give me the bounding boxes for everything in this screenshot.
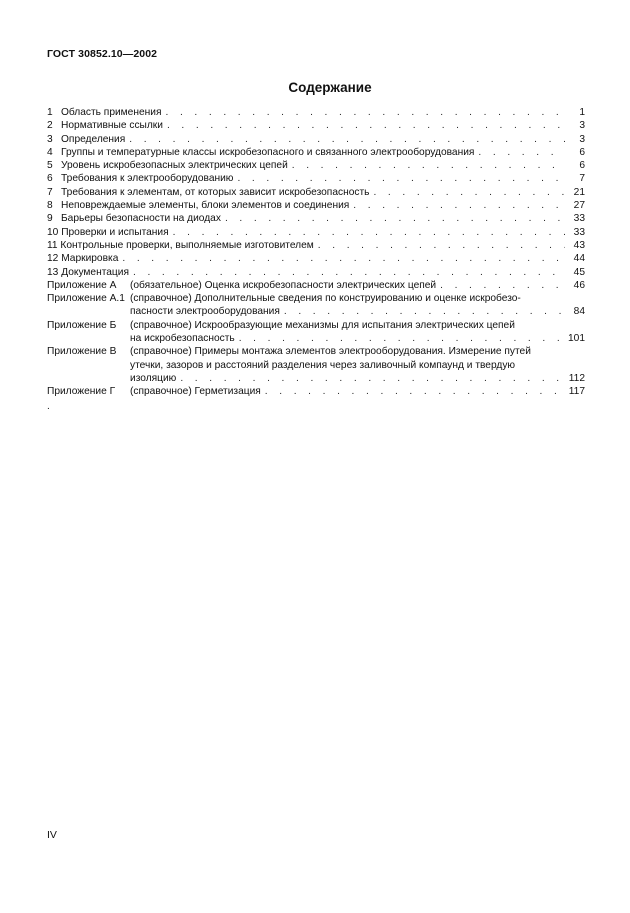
toc-entry-page: 3 <box>579 120 585 132</box>
toc-entry-text: Область применения <box>61 107 162 118</box>
toc-leader-dots <box>176 372 565 385</box>
toc-title: Содержание <box>288 80 372 95</box>
toc-entry-page: 1 <box>579 107 585 118</box>
toc-annex-entry <box>47 385 585 398</box>
toc-entry-text: Маркировка <box>61 253 119 265</box>
toc-annex-text: на искробезопасность <box>130 333 235 345</box>
toc-annex-label: Приложение Г <box>47 386 116 398</box>
toc-entry-number: 10 <box>47 226 59 238</box>
toc-entry <box>47 239 585 252</box>
toc-leader-dots <box>474 146 565 159</box>
toc-leader-dots <box>118 252 565 265</box>
toc-annex-page: 101 <box>568 333 585 345</box>
toc-annex-text: (справочное) Дополнительные сведения по конструированию и оценке искробезо- <box>130 293 521 305</box>
toc-entry <box>47 119 585 132</box>
toc-entry-text: Документация <box>61 266 129 278</box>
toc-annex-label: Приложение А.1 <box>47 293 125 305</box>
toc-entry <box>47 212 585 225</box>
toc-annex-entry <box>47 279 585 292</box>
toc-annex-entry <box>47 319 585 346</box>
toc-leader-dots <box>233 172 565 185</box>
toc-leader-dots <box>161 106 565 119</box>
toc-leader-dots <box>125 133 565 146</box>
toc-entry-text: Требования к элементам, от которых зависит искробезопасность <box>61 186 370 198</box>
toc-annex-text: утечки, зазоров и расстояний разделения через заливочный компаунд и твердую <box>130 359 516 371</box>
toc-entry <box>47 172 585 185</box>
toc-entry-number: 11 <box>47 239 58 251</box>
toc-leader-dots <box>221 212 565 225</box>
toc-entry <box>47 252 585 265</box>
toc-entry-page: 21 <box>573 186 585 198</box>
page-number: IV <box>47 829 57 841</box>
toc-leader-dots <box>129 266 565 279</box>
toc-annex-text: изоляцию <box>130 372 177 384</box>
toc-entry-page: 3 <box>579 133 585 145</box>
toc-entry <box>47 133 585 146</box>
document-code: ГОСТ 30852.10—2002 <box>47 48 158 60</box>
toc-entry-number: 3 <box>47 133 53 145</box>
toc-entry-text: Контрольные проверки, выполняемые изготовителем <box>60 239 314 251</box>
toc-leader-dots <box>280 305 565 318</box>
toc-leader-dots <box>369 186 565 199</box>
toc-leader-dots <box>288 159 565 172</box>
toc-entry-text: Требования к электрооборудованию <box>61 173 234 185</box>
toc-leader-dots <box>235 332 565 345</box>
toc-entry-page: 27 <box>573 200 585 212</box>
toc-leader-dots <box>349 199 565 212</box>
toc-entry-number: 7 <box>47 186 53 198</box>
toc-entry-text: Неповреждаемые элементы, блоки элементов и соединения <box>61 200 350 212</box>
toc-entry-text: Нормативные ссылки <box>61 120 163 132</box>
toc-entry <box>47 226 585 239</box>
toc-entry-text: Группы и температурные классы искробезопасного и связанного электрооборудования <box>61 146 475 158</box>
toc-entry-text: Барьеры безопасности на диодах <box>61 213 221 225</box>
toc-annex-entry <box>47 292 585 319</box>
toc-entry-number: 4 <box>47 146 53 158</box>
toc-entry-text: Проверки и испытания <box>61 226 169 238</box>
toc-entry-number: 1 <box>47 107 53 118</box>
toc-entry-page: 7 <box>579 173 585 185</box>
toc-leader-dots <box>261 385 565 398</box>
toc-entry-number: 8 <box>47 200 53 212</box>
toc-entry-page: 43 <box>573 239 585 251</box>
toc-entry-number: 5 <box>47 160 53 172</box>
toc-annex-text: (справочное) Примеры монтажа элементов электрооборудования. Измерение путей <box>130 346 531 358</box>
toc-annex-label: Приложение Б <box>47 319 117 331</box>
toc-entry-number: 2 <box>47 120 53 132</box>
toc-annex-text: пасности электрооборудования <box>130 306 280 318</box>
toc-leader-dots <box>163 119 565 132</box>
toc-entry-page: 33 <box>573 213 585 225</box>
toc-annex-label: Приложение В <box>47 346 117 358</box>
toc-annex-page: 84 <box>573 306 585 318</box>
toc-entry-number: 12 <box>47 253 59 265</box>
toc-annex-page: 117 <box>568 386 585 398</box>
toc-leader-dots <box>169 226 565 239</box>
toc-annex-label: Приложение А <box>47 279 117 291</box>
toc-entry <box>47 199 585 212</box>
toc-entry-page: 33 <box>573 226 585 238</box>
toc-annex-text: (справочное) Искрообразующие механизмы для испытания электрических цепей <box>130 319 515 331</box>
toc-entry-number: 9 <box>47 213 53 225</box>
toc-leader-dots <box>436 279 565 292</box>
toc-entry <box>47 106 585 119</box>
trailing-mark: . <box>47 401 50 412</box>
toc-annex-page: 46 <box>573 279 585 291</box>
toc-entry <box>47 186 585 199</box>
toc-entry <box>47 146 585 159</box>
toc-entry <box>47 159 585 172</box>
toc-entry-page: 6 <box>579 146 585 158</box>
toc-annex-entry <box>47 345 585 385</box>
toc-entry-page: 45 <box>573 266 585 278</box>
toc-annex-page: 112 <box>568 372 585 384</box>
table-of-contents <box>47 106 585 399</box>
toc-entry-text: Уровень искробезопасных электрических цепей <box>61 160 288 172</box>
toc-annex-text: (справочное) Герметизация <box>130 386 261 398</box>
toc-annex-text: (обязательное) Оценка искробезопасности электрических цепей <box>130 279 437 291</box>
toc-entry-text: Определения <box>61 133 126 145</box>
toc-leader-dots <box>314 239 565 252</box>
toc-entry <box>47 266 585 279</box>
toc-entry-number: 6 <box>47 173 53 185</box>
toc-entry-number: 13 <box>47 266 59 278</box>
toc-entry-page: 44 <box>573 253 585 265</box>
toc-entry-page: 6 <box>579 160 585 172</box>
